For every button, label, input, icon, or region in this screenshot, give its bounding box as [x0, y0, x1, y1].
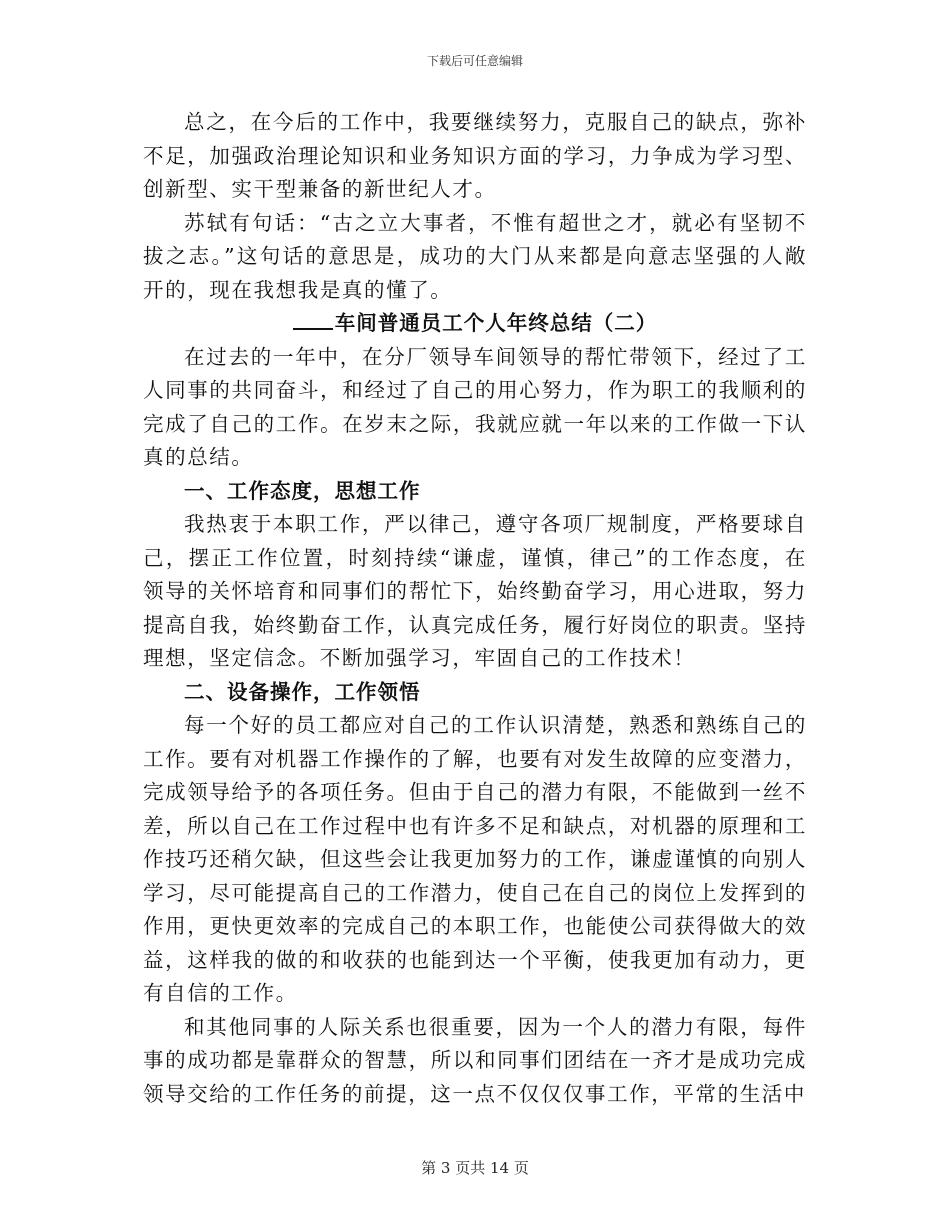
document-body [143, 106, 807, 1111]
section-heading: 二、设备操作，工作领悟 [184, 679, 421, 704]
paragraph: 在过去的一年中，在分厂领导车间领导的帮忙带领下，经过了工人同事的共同奋斗，和经过了自己的用心努力，作为职工的我顺利的完成了自己的工作。在岁末之际，我就应就一年以来的工作做一下认真的总结。 [143, 344, 807, 469]
paragraph: 和其他同事的人际关系也很重要，因为一个人的潜力有限，每件事的成功都是靠群众的智慧，所以和同事们团结在一齐才是成功完成领导交给的工作任务的前提，这一点不仅仅仅事工作，平常的生活中 [143, 1014, 807, 1106]
paragraph: 苏轼有句话：“古之立大事者，不惟有超世之才，就必有坚韧不拔之志。”这句话的意思是，成功的大门从来都是向意志坚强的人敞开的，现在我想我是真的懂了。 [143, 210, 807, 302]
page-footer: 第 3 页共 14 页 [421, 1159, 529, 1177]
paragraph: 总之，在今后的工作中，我要继续努力，克服自己的缺点，弥补不足，加强政治理论知识和业务知识方面的学习，力争成为学习型、创新型、实干型兼备的新世纪人才。 [143, 110, 807, 201]
title-text: 车间普通员工个人年终总结（二） [334, 311, 658, 335]
paragraph: 我热衷于本职工作，严以律己，遵守各项厂规制度，严格要球自己，摆正工作位置，时刻持续“谦虚，谨慎，律己”的工作态度，在领导的关怀培育和同事们的帮忙下，始终勤奋学习，用心进取，努力提高自我，始终勤奋工作，认真完成任务，履行好岗位的职责。坚持理想，坚定信念。不断加强学习，牢固自己的工作技术！ [143, 512, 807, 670]
document-title [143, 307, 807, 341]
paragraph: 每一个好的员工都应对自己的工作认识清楚，熟悉和熟练自己的工作。要有对机器工作操作的了解，也要有对发生故障的应变潜力，完成领导给予的各项任务。但由于自己的潜力有限，不能做到一丝不差，所以自己在工作过程中也有许多不足和缺点，对机器的原理和工作技巧还稍欠缺，但这些会让我更加努力的工作，谦虚谨慎的向别人学习，尽可能提高自己的工作潜力，使自己在自己的岗位上发挥到的作用，更快更效率的完成自己的本职工作，也能使公司获得做大的效益，这样我的做的和收获的也能到达一个平衡，使我更加有动力，更有自信的工作。 [143, 713, 807, 1005]
section-heading: 一、工作态度，思想工作 [184, 478, 421, 503]
page-header: 下载后可任意编辑 [426, 54, 523, 68]
title-blank-underline [293, 308, 333, 330]
